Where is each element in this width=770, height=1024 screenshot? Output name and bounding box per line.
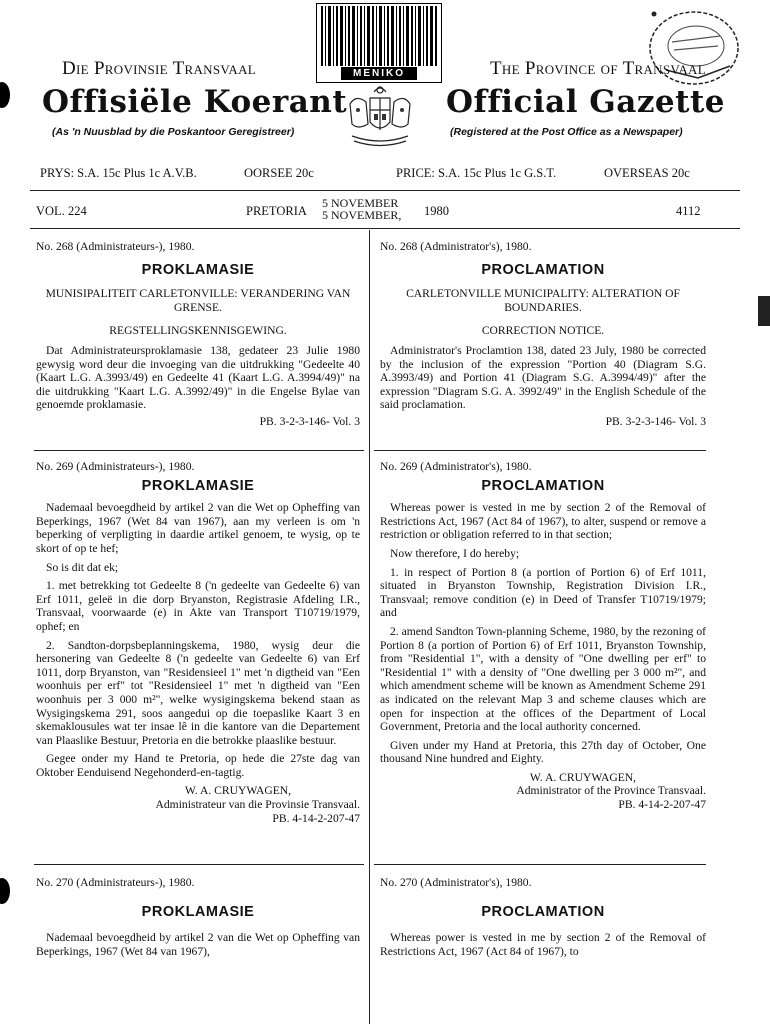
right-268-notice: CORRECTION NOTICE. <box>481 324 605 338</box>
left-268-subject: MUNISIPALITEIT CARLETONVILLE: VERANDERING VAN GRENSE. <box>45 287 351 314</box>
right-268-heading: No. 268 (Administrator's), 1980. <box>380 240 532 253</box>
right-column-270 <box>380 876 706 963</box>
right-268-title: PROCLAMATION <box>481 261 605 278</box>
right-divider-2 <box>374 864 706 865</box>
left-268-title: PROKLAMASIE <box>141 261 255 278</box>
masthead-rule-bottom <box>30 228 740 229</box>
left-270-title: PROKLAMASIE <box>141 903 255 920</box>
punch-hole-top <box>0 82 10 108</box>
left-province-title: Die Provinsie Transvaal <box>62 58 256 79</box>
right-column <box>380 240 706 429</box>
column-divider <box>369 230 370 1024</box>
year: 1980 <box>424 204 449 218</box>
place: PRETORIA <box>246 204 307 218</box>
left-270-para-1: Nademaal bevoegdheid by artikel 2 van die Wet op Opheffing van Beperkings, 1967 (Wet 84 van 1967), <box>36 931 360 958</box>
right-province-title: The Province of Transvaal <box>489 58 706 79</box>
barcode-label: MENIKO <box>341 67 417 80</box>
right-gazette-name: Official Gazette <box>446 84 726 120</box>
right-269-role: Administrator of the Province Transvaal. <box>516 784 706 798</box>
left-268-heading: No. 268 (Administrateurs-), 1980. <box>36 240 195 253</box>
left-divider-2 <box>34 864 364 865</box>
right-270-title: PROCLAMATION <box>481 903 605 920</box>
right-column-269 <box>380 460 706 812</box>
left-column <box>36 240 360 429</box>
left-269-signature: W. A. CRUYWAGEN, <box>184 784 292 798</box>
date-line-bottom: 5 NOVEMBER, <box>322 208 402 222</box>
right-269-reference: PB. 4-14-2-207-47 <box>618 798 706 812</box>
left-overseas-price: OORSEE 20c <box>244 166 314 180</box>
punch-hole-bottom <box>0 878 10 904</box>
date-line-top: 5 NOVEMBER <box>322 196 399 210</box>
right-268-reference: PB. 3-2-3-146- Vol. 3 <box>605 414 706 428</box>
right-270-para-1: Whereas power is vested in me by section 2 of the Removal of Restrictions Act, 1967 (Act 84 of 1967), to <box>380 931 706 958</box>
right-269-title: PROCLAMATION <box>481 477 605 494</box>
left-divider-1 <box>34 450 364 451</box>
margin-mark <box>758 296 770 326</box>
left-268-body: Dat Administrateursproklamasie 138, gedateer 23 Julie 1980 gewysig word deur die invoeging van die uitdrukking "Gedeelte 40 (Kaart L.G. A.3993/49) en Gedeelte 41 (Kaart L.G. A.3994/49)" na die uitdrukking "Kaart L.G. A.3992/49)" in die Engelse Bylae van genoemde proklamasie. <box>36 343 360 412</box>
barcode-bars <box>317 4 441 68</box>
left-gazette-name: Offisiële Koerant <box>42 84 348 120</box>
left-column-270 <box>36 876 360 963</box>
right-overseas-price: OVERSEAS 20c <box>604 166 690 180</box>
masthead-rule-top <box>30 190 740 191</box>
right-269-heading: No. 269 (Administrator's), 1980. <box>380 460 532 473</box>
right-268-subject: CARLETONVILLE MUNICIPALITY: ALTERATION OF BOUNDARIES. <box>406 287 680 314</box>
left-column-269 <box>36 460 360 825</box>
right-divider-1 <box>374 450 706 451</box>
right-269-para-4: 2. amend Sandton Town-planning Scheme, 1980, by the rezoning of Portion 8 (a portion of Portion 6) of Erf 1011, Bryanston Township, from "Residential 1", with a density of "One dwelling per erf" to "Residential 1" with a density of "One dwelling per 3 000 m²", and which amendment scheme will be known as Amendment Scheme 291 as indicated on the relevant Map 3 and scheme clauses which are open for inspection at the offices of the Department of Local Government, Pretoria and the local authority concerned. <box>380 624 706 734</box>
left-269-reference: PB. 4-14-2-207-47 <box>272 811 360 825</box>
left-price: PRYS: S.A. 15c Plus 1c A.V.B. <box>40 166 197 180</box>
right-268-body: Administrator's Proclamtion 138, dated 23 July, 1980 be corrected by the inclusion of the expression "Portion 40 (Diagram S.G. A.3993/49) and Portion 41 (Diagram S.G. A.3994/49)" after the expression "Diagram S.G. A. 3992/49" in the English Schedule of the said proclamation. <box>380 343 706 412</box>
right-269-para-2: Now therefore, I do hereby; <box>390 546 520 560</box>
right-269-signature: W. A. CRUYWAGEN, <box>529 770 637 784</box>
right-price: PRICE: S.A. 15c Plus 1c G.S.T. <box>396 166 557 180</box>
left-268-notice: REGSTELLINGSKENNISGEWING. <box>109 324 287 338</box>
right-269-para-3: 1. in respect of Portion 8 (a portion of Portion 6) of Erf 1011, situated in Bryanston Township, Registration Division I.R., Transvaal; remove condition (e) in Deed of Transfer T10719/1979; and <box>380 565 706 620</box>
right-registration-note: (Registered at the Post Office as a Newspaper) <box>450 126 683 138</box>
right-270-heading: No. 270 (Administrator's), 1980. <box>380 876 532 889</box>
left-269-heading: No. 269 (Administrateurs-), 1980. <box>36 460 195 473</box>
left-268-reference: PB. 3-2-3-146- Vol. 3 <box>259 414 360 428</box>
left-269-role: Administrateur van die Provinsie Transvaal. <box>155 798 360 812</box>
left-269-para-2: So is dit dat ek; <box>46 560 119 574</box>
left-269-para-1: Nademaal bevoegdheid by artikel 2 van die Wet op Opheffing van Beperkings, 1967 (Wet 84 van 1967), aan my verleen is om 'n beperking of verpligting in daardie artikel genoem, te wysig, op te skort of op te hef; <box>36 501 360 555</box>
left-269-para-4: 2. Sandton-dorpsbeplanningskema, 1980, wysig deur die hersonering van Gedeelte 8 ('n gedeelte van Gedeelte 6) van Erf 1011, dorp Bryanston, van "Residensieel 1" met 'n digtheid van "Een woonhuis per erf" tot "Residensieel 1" met 'n digtheid van "Een woonhuis per 3 000 m²", welke wysigingskema bekend staan as Wysigingskema 291, soos aangedui op die toepaslike Kaart 3 en skemaklousules wat ter insae lê in die kantore van die Departement van Plaaslike Bestuur, Pretoria en die betrokke plaaslike bestuur. <box>36 638 360 747</box>
issue-number: 4112 <box>676 204 701 218</box>
right-269-para-5: Given under my Hand at Pretoria, this 27th day of October, One thousand Nine hundred and Eighty. <box>380 738 706 766</box>
barcode <box>316 3 442 83</box>
volume: VOL. 224 <box>36 204 87 218</box>
left-269-para-5: Gegee onder my Hand te Pretoria, op hede die 27ste dag van Oktober Eenduisend Negehonderd-en-tagtig. <box>36 752 360 779</box>
left-270-heading: No. 270 (Administrateurs-), 1980. <box>36 876 195 889</box>
right-269-para-1: Whereas power is vested in me by section 2 of the Removal of Restrictions Act, 1967 (Act 84 of 1967), to alter, suspend or remove a restriction or obligation referred to in that section; <box>380 501 706 542</box>
left-269-title: PROKLAMASIE <box>141 477 255 494</box>
left-registration-note: (As 'n Nuusblad by die Poskantoor Geregistreer) <box>52 126 295 138</box>
left-269-para-3: 1. met betrekking tot Gedeelte 8 ('n gedeelte van Gedeelte 6) van Erf 1011, geleë in die dorp Bryanston, Registrasie Afdeling I.R., Transvaal, voorwaarde (e) in Akte van Transport T10719/1979, ophef; en <box>36 579 360 633</box>
